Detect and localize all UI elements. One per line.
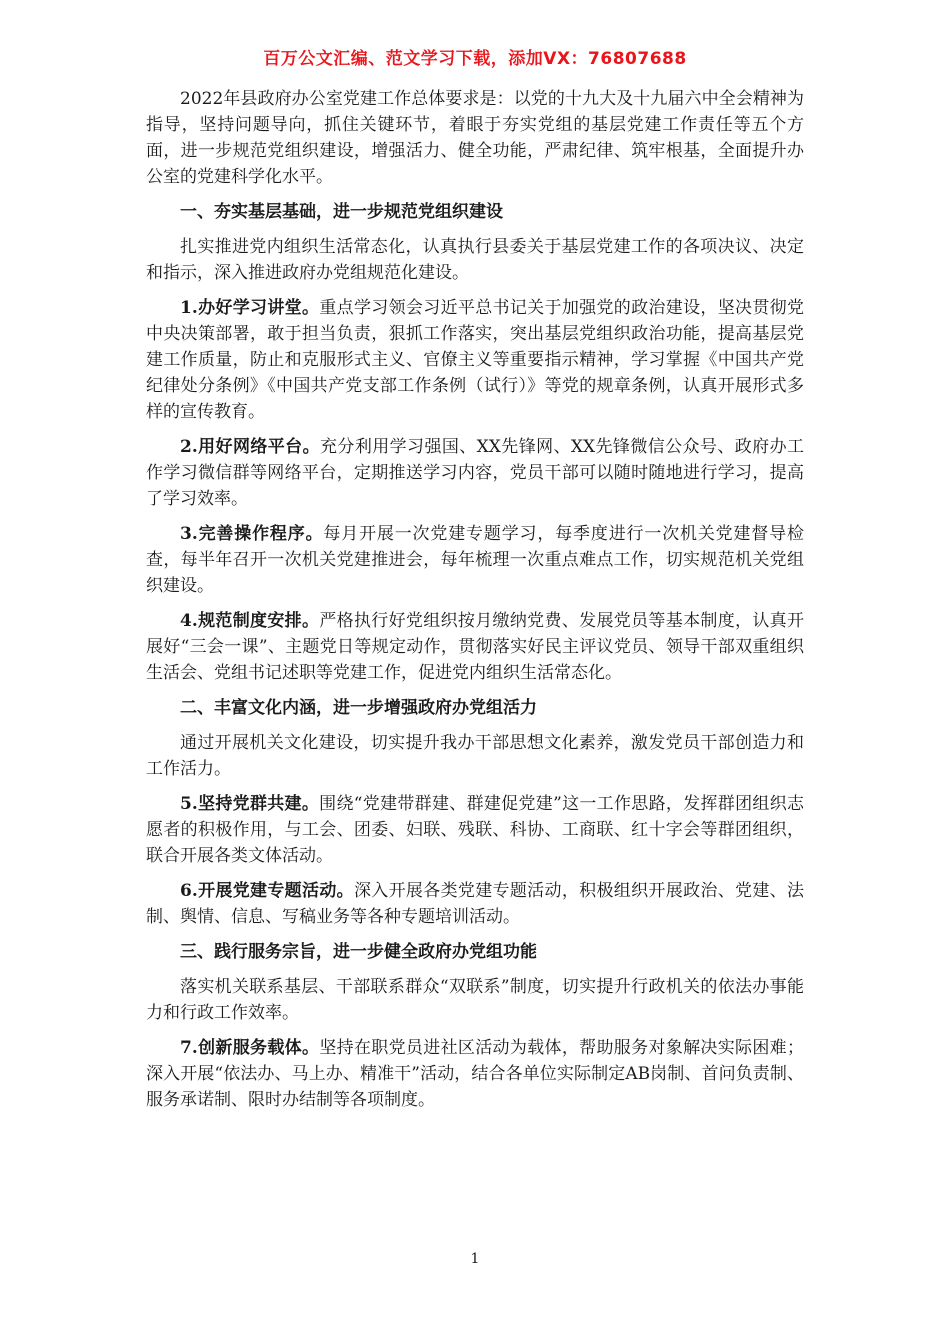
section-intro: 通过开展机关文化建设，切实提升我办干部思想文化素养，激发党员干部创造力和工作活力。 [146,733,804,779]
list-item [146,878,804,930]
item-text: 坚持在职党员进社区活动为载体，帮助服务对象解决实际困难；深入开展“依法办、马上办、精准干”活动，结合各单位实际制定AB岗制、首问负责制、服务承诺制、限时办结制等各项制度。 [146,1038,805,1110]
item-text: 每月开展一次党建专题学习，每季度进行一次机关党建督导检查，每半年召开一次机关党建推进会，每年梳理一次重点难点工作，切实规范机关党组织建设。 [146,524,805,596]
section-heading: 三、践行服务宗旨，进一步健全政府办党组功能 [180,942,537,962]
list-item [146,434,804,512]
section-heading: 一、夯实基层基础，进一步规范党组织建设 [180,202,503,222]
page-number: 1 [470,1251,480,1267]
item-text: 深入开展各类党建专题活动，积极组织开展政治、党建、法制、舆情、信息、写稿业务等各种专题培训活动。 [146,881,805,927]
item-text: 充分利用学习强国、XX先锋网、XX先锋微信公众号、政府办工作学习微信群等网络平台，定期推送学习内容，党员干部可以随时随地进行学习，提高了学习效率。 [146,437,804,509]
item-title: 4.规范制度安排。 [180,611,320,631]
promo-banner: 百万公文汇编、范文学习下载，添加VX：76807688 [263,49,687,69]
intro-paragraph: 2022年县政府办公室党建工作总体要求是：以党的十九大及十九届六中全会精神为指导，坚持问题导向，抓住关键环节，着眼于夯实党组的基层党建工作责任等五个方面，进一步规范党组织建设，增强活力、健全功能，严肃纪律、筑牢根基，全面提升办公室的党建科学化水平。 [146,89,804,187]
item-text: 重点学习领会习近平总书记关于加强党的政治建设，坚决贯彻党中央决策部署，敢于担当负责，狠抓工作落实，突出基层党组织政治功能，提高基层党建工作质量，防止和克服形式主义、官僚主义等重要指示精神，学习掌握《中国共产党纪律处分条例》《中国共产党支部工作条例（试行）》等党的规章条例，认真开展形式多样的宣传教育。 [146,298,805,422]
section-heading: 二、丰富文化内涵，进一步增强政府办党组活力 [180,698,537,718]
section-intro: 落实机关联系基层、干部联系群众“双联系”制度，切实提升行政机关的依法办事能力和行政工作效率。 [146,977,804,1023]
section-intro: 扎实推进党内组织生活常态化，认真执行县委关于基层党建工作的各项决议、决定和指示，深入推进政府办党组规范化建设。 [146,237,804,283]
item-title: 5.坚持党群共建。 [180,794,320,814]
list-item [146,608,804,686]
document-body [146,86,804,1122]
list-item [146,791,804,869]
item-title: 1.办好学习讲堂。 [180,298,320,318]
item-title: 3.完善操作程序。 [180,524,324,544]
item-title: 7.创新服务载体。 [180,1038,320,1058]
item-text: 围绕“党建带群建、群建促党建”这一工作思路，发挥群团组织志愿者的积极作用，与工会、团委、妇联、残联、科协、工商联、红十字会等群团组织，联合开展各类文体活动。 [146,794,804,866]
item-text: 严格执行好党组织按月缴纳党费、发展党员等基本制度，认真开展好“三会一课”、主题党日等规定动作，贯彻落实好民主评议党员、领导干部双重组织生活会、党组书记述职等党建工作，促进党内组织生活常态化。 [146,611,805,683]
item-title: 2.用好网络平台。 [180,437,321,457]
list-item [146,295,804,425]
list-item [146,1035,804,1113]
item-title: 6.开展党建专题活动。 [180,881,354,901]
list-item [146,521,804,599]
